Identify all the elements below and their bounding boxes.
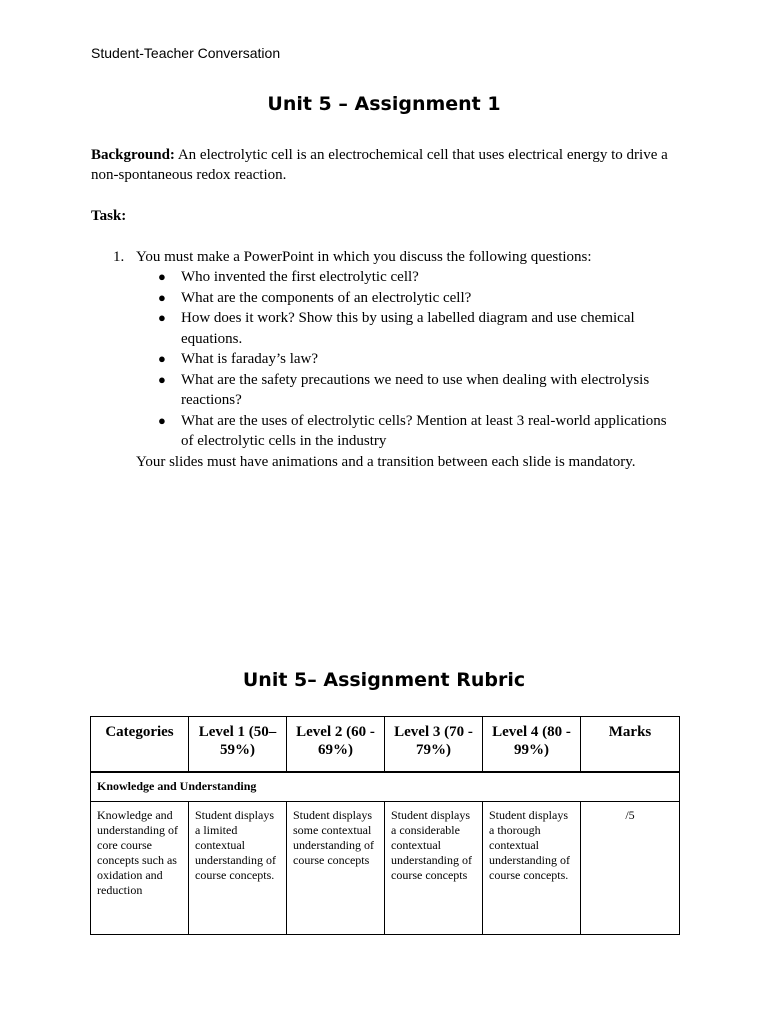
bullet-icon: ● — [158, 310, 166, 325]
category-cell: Knowledge and understanding of core course concepts such as oxidation and reduction — [91, 802, 189, 935]
task-label: Task: — [91, 208, 127, 224]
header-marks: Marks — [581, 717, 680, 773]
header-level-4: Level 4 (80 - 99%) — [483, 717, 581, 773]
task-list — [91, 247, 681, 472]
question-text: What are the uses of electrolytic cells? Mention at least 3 real-world applications of electrolytic cells in the industry — [181, 412, 667, 449]
question-text: What are the safety precautions we need to use when dealing with electrolysis reactions? — [181, 371, 650, 408]
bullet-icon: ● — [158, 351, 166, 366]
question-item — [91, 288, 681, 309]
question-text: What are the components of an electrolytic cell? — [181, 289, 472, 306]
marks-cell: /5 — [581, 802, 680, 935]
bullet-icon: ● — [158, 269, 166, 284]
question-text: What is faraday’s law? — [181, 351, 319, 367]
question-item — [91, 267, 681, 288]
question-text: How does it work? Show this by using a labelled diagram and use chemical equations. — [181, 310, 635, 347]
level-1-cell: Student displays a limited contextual understanding of course concepts. — [189, 802, 287, 935]
item-number: 1. — [113, 249, 125, 265]
rubric-section-row — [91, 772, 680, 802]
question-item — [91, 411, 681, 452]
question-text: Who invented the first electrolytic cell? — [181, 269, 419, 285]
header-level-1: Level 1 (50–59%) — [189, 717, 287, 773]
rubric-header-row — [91, 717, 680, 773]
question-item — [91, 370, 681, 411]
level-3-cell: Student displays a considerable contextual understanding of course concepts — [385, 802, 483, 935]
background-text: An electrolytic cell is an electrochemical cell that uses electrical energy to drive a non-spontaneous redox reaction. — [91, 147, 668, 183]
background-label: Background: — [91, 147, 175, 163]
bullet-icon: ● — [158, 371, 166, 387]
assignment-title: Unit 5 – Assignment 1 — [267, 93, 501, 115]
question-list — [91, 267, 681, 452]
background-paragraph — [91, 145, 681, 185]
list-item — [91, 247, 681, 267]
header-level-2: Level 2 (60 - 69%) — [287, 717, 385, 773]
table-row — [91, 802, 680, 935]
bullet-icon: ● — [158, 412, 166, 428]
header-level-3: Level 3 (70 - 79%) — [385, 717, 483, 773]
item-text: You must make a PowerPoint in which you discuss the following questions: — [136, 249, 592, 265]
question-item — [91, 308, 681, 349]
rubric-title: Unit 5– Assignment Rubric — [242, 669, 526, 691]
level-4-cell: Student displays a thorough contextual understanding of course concepts. — [483, 802, 581, 935]
page-header: Student-Teacher Conversation — [91, 45, 281, 61]
closing-note: Your slides must have animations and a transition between each slide is mandatory. — [136, 453, 636, 470]
bullet-icon: ● — [158, 289, 166, 305]
rubric-table — [90, 716, 680, 935]
header-categories: Categories — [91, 717, 189, 773]
question-item — [91, 349, 681, 370]
level-2-cell: Student displays some contextual understanding of course concepts — [287, 802, 385, 935]
section-label: Knowledge and Understanding — [91, 772, 680, 802]
